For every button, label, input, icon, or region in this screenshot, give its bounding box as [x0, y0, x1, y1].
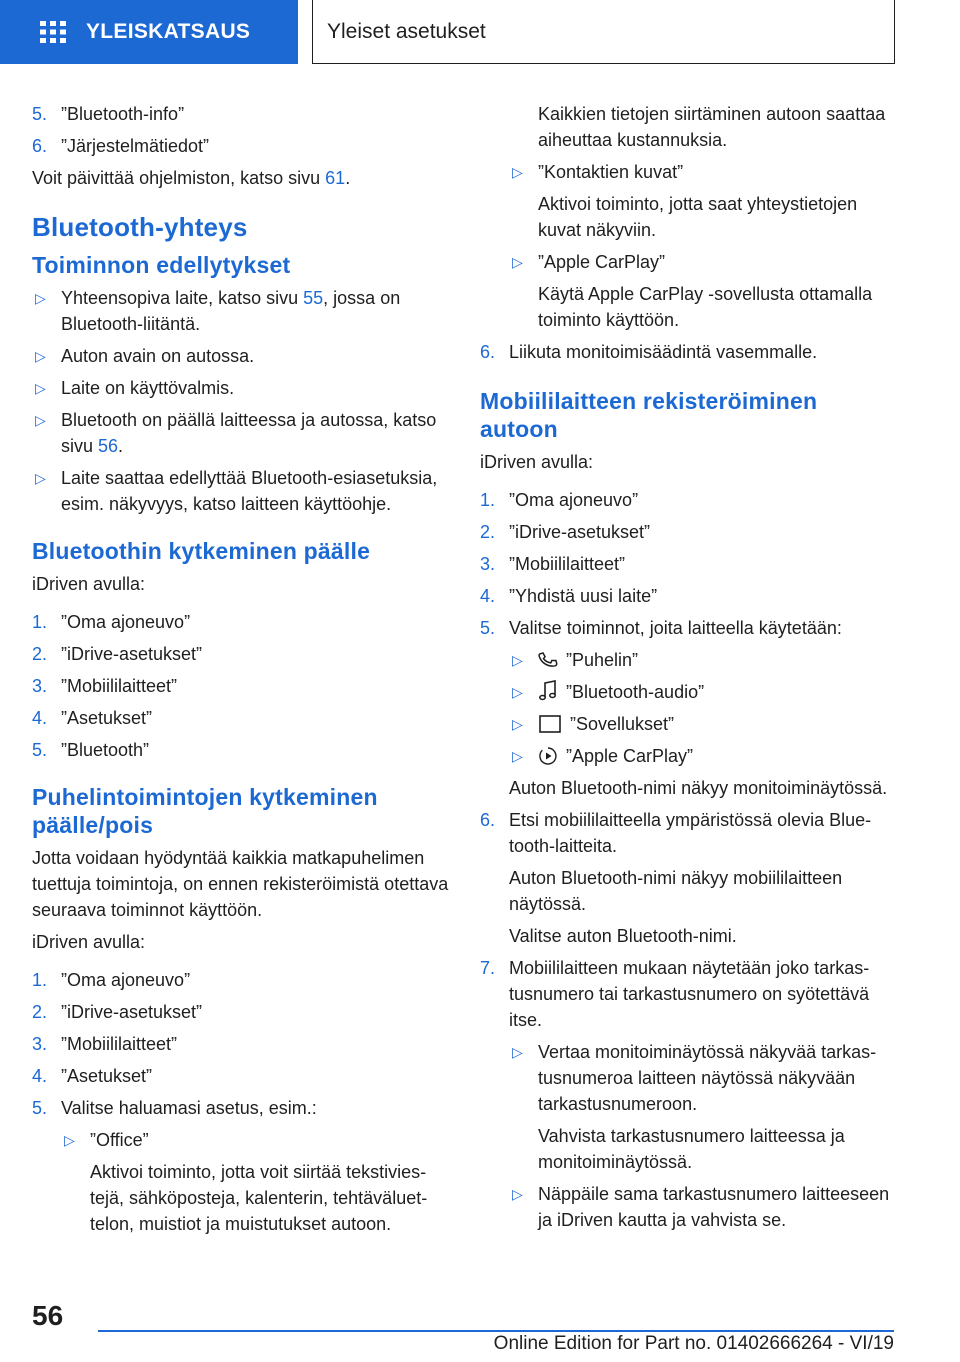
list-item	[32, 1031, 450, 1057]
cost-note: Kaikkien tietojen siirtäminen autoon saattaa aiheuttaa kustannuksia.	[538, 104, 886, 150]
item-number: 5.	[32, 740, 48, 760]
item-text: ”Asetukset”	[61, 708, 153, 728]
item-text: ”Office”	[90, 1130, 149, 1150]
item-number: 2.	[32, 1002, 48, 1022]
item-text: ”Mobiililaitteet”	[61, 1034, 178, 1054]
item-number: 7.	[480, 958, 496, 978]
heading-prerequisites: Toiminnon edellytykset	[32, 252, 291, 278]
item-text: ”Oma ajoneuvo”	[509, 490, 639, 510]
confirm-note: Vahvista tarkastusnumero laitteessa ja monitoiminäytössä.	[538, 1126, 845, 1172]
triangle-bullet-icon: ▷	[35, 380, 46, 396]
triangle-bullet-icon: ▷	[35, 470, 46, 486]
list-item	[480, 583, 898, 609]
select-name-note: Valitse auton Bluetooth-nimi.	[509, 926, 737, 946]
apps-square-icon	[538, 714, 562, 734]
item-text: ”Oma ajoneuvo”	[61, 970, 191, 990]
left-column	[32, 101, 450, 1243]
list-item	[480, 615, 898, 641]
list-item	[32, 465, 450, 517]
triangle-bullet-icon: ▷	[35, 348, 46, 364]
item-text: Laite on käyttövalmis.	[61, 378, 235, 398]
idrive-label: iDriven avulla:	[480, 452, 594, 472]
item-text: Mobiililaitteen mukaan näytetään joko tarkastusnumero tai tarkastusnumero on syötettävä itse.	[509, 958, 870, 1030]
triangle-bullet-icon: ▷	[64, 1132, 75, 1148]
item-text: Yhteensopiva laite, katso sivu	[61, 288, 304, 308]
list-item	[509, 711, 898, 737]
list-item	[32, 343, 450, 369]
triangle-bullet-icon: ▷	[512, 254, 523, 270]
item-text: ”Bluetooth-info”	[61, 104, 185, 124]
item-text: Liikuta monitoimisäädintä vasemmalle.	[509, 342, 818, 362]
right-column	[480, 101, 898, 1239]
item-number: 5.	[480, 618, 496, 638]
item-text: ”iDrive-asetukset”	[61, 644, 203, 664]
item-number: 2.	[480, 522, 496, 542]
item-text: ”Puhelin”	[566, 650, 639, 670]
list-item	[480, 339, 898, 365]
item-text: Auton avain on autossa.	[61, 346, 255, 366]
list-item	[480, 807, 898, 859]
item-text: , jossa on Bluetooth-liitäntä.	[61, 288, 401, 334]
bt-name-device-note: Auton Bluetooth-nimi näkyy mobiililaitteen näytössä.	[509, 868, 843, 914]
item-text: ”Yhdistä uusi laite”	[509, 586, 658, 606]
breadcrumb-label: Yleiset asetukset	[327, 19, 486, 43]
list-item	[32, 673, 450, 699]
item-text: ”Kontaktien kuvat”	[538, 162, 684, 182]
item-text: Valitse haluamasi asetus, esim.:	[61, 1098, 317, 1118]
triangle-bullet-icon: ▷	[512, 164, 523, 180]
list-item	[32, 967, 450, 993]
heading-bluetooth-connection: Bluetooth-yhteys	[32, 212, 248, 242]
breadcrumb[interactable]	[312, 0, 895, 64]
item-number: 5.	[32, 1098, 48, 1118]
list-item	[480, 487, 898, 513]
item-text: ”Apple CarPlay”	[566, 746, 694, 766]
item-number: 6.	[480, 342, 496, 362]
overview-tab[interactable]	[0, 0, 298, 64]
carplay-description: Käytä Apple CarPlay -sovellusta ottamalla toiminto käyttöön.	[538, 284, 873, 330]
item-text: .	[118, 436, 124, 456]
list-item	[61, 1127, 450, 1153]
item-number: 3.	[32, 676, 48, 696]
list-item	[480, 519, 898, 545]
list-item	[32, 705, 450, 731]
list-item	[32, 407, 450, 459]
item-text: ”Mobiililaitteet”	[509, 554, 626, 574]
list-item	[32, 999, 450, 1025]
triangle-bullet-icon: ▷	[512, 652, 523, 668]
item-number: 3.	[32, 1034, 48, 1054]
item-number: 3.	[480, 554, 496, 574]
triangle-bullet-icon: ▷	[512, 748, 523, 764]
bt-name-monitor-note: Auton Bluetooth-nimi näkyy monitoiminäytössä.	[509, 778, 888, 798]
update-text: Voit päivittää ohjelmiston, katso sivu	[32, 168, 326, 188]
list-item	[480, 551, 898, 577]
update-paragraph	[32, 165, 450, 191]
item-number: 1.	[32, 612, 48, 632]
triangle-bullet-icon: ▷	[512, 716, 523, 732]
item-text: ”Oma ajoneuvo”	[61, 612, 191, 632]
item-number: 6.	[480, 810, 496, 830]
item-number: 6.	[32, 136, 48, 156]
item-text: Bluetooth on päällä laitteessa ja autossa, katso sivu	[61, 410, 437, 456]
triangle-bullet-icon: ▷	[512, 684, 523, 700]
item-text: Valitse toiminnot, joita laitteella käytetään:	[509, 618, 842, 638]
list-item	[32, 1095, 450, 1121]
item-number: 2.	[32, 644, 48, 664]
list-item	[509, 249, 898, 275]
item-text: ”iDrive-asetukset”	[61, 1002, 203, 1022]
item-text: ”Mobiililaitteet”	[61, 676, 178, 696]
grid-icon	[40, 21, 66, 43]
item-text: ”Apple CarPlay”	[538, 252, 666, 272]
list-item	[480, 955, 898, 1033]
phone-icon	[538, 650, 558, 670]
idrive-label: iDriven avulla:	[32, 932, 146, 952]
page-number: 56	[32, 1300, 64, 1331]
list-item	[32, 101, 450, 127]
heading-register-device: Mobiililaitteen rekisteröiminen autoon	[480, 388, 818, 442]
heading-phone-functions: Puhelintoimintojen kytkeminen päälle/pois	[32, 784, 378, 838]
list-item	[509, 647, 898, 673]
item-text: Näppäile sama tarkastusnumero laitteeseen ja iDriven kautta ja vahvista se.	[538, 1184, 890, 1230]
list-item	[32, 641, 450, 667]
triangle-bullet-icon: ▷	[512, 1186, 523, 1202]
list-item	[32, 609, 450, 635]
item-number: 4.	[480, 586, 496, 606]
item-text: Vertaa monitoiminäytössä näkyvää tarkastusnumeroa laitteen näytössä näkyvään tarkastusnumeroon.	[538, 1042, 877, 1114]
item-text: ”Sovellukset”	[570, 714, 675, 734]
overview-tab-label: YLEISKATSAUS	[86, 20, 251, 43]
item-text: ”Bluetooth-audio”	[566, 682, 705, 702]
list-item	[509, 159, 898, 185]
list-item	[32, 1063, 450, 1089]
item-text: ”iDrive-asetukset”	[509, 522, 651, 542]
edition-info: Online Edition for Part no. 01402666264 - VI/19	[493, 1333, 894, 1354]
footer-divider	[98, 1330, 894, 1332]
item-text: Etsi mobiililaitteella ympäristössä olevia Bluetooth-laitteita.	[509, 810, 872, 856]
list-item	[32, 285, 450, 337]
item-number: 1.	[32, 970, 48, 990]
update-text-end: .	[345, 168, 351, 188]
heading-enable-bluetooth: Bluetoothin kytkeminen päälle	[32, 538, 371, 564]
item-number: 4.	[32, 1066, 48, 1086]
music-note-icon	[538, 680, 558, 702]
page-link-61[interactable]: 61	[325, 168, 346, 188]
item-number: 1.	[480, 490, 496, 510]
list-item	[32, 375, 450, 401]
list-item	[509, 1039, 898, 1117]
item-text: ”Bluetooth”	[61, 740, 150, 760]
list-item	[509, 1181, 898, 1233]
office-description: Aktivoi toiminto, jotta voit siirtää tekstiviestejä, sähköposteja, kalenterin, tehtäväluettelon, muistiot ja muistutukset autoon.	[90, 1162, 428, 1234]
triangle-bullet-icon: ▷	[512, 1044, 523, 1060]
item-text: ”Asetukset”	[61, 1066, 153, 1086]
list-item	[32, 133, 450, 159]
list-item	[509, 743, 898, 769]
page-link-55[interactable]: 55	[303, 288, 324, 308]
carplay-play-icon	[538, 746, 558, 766]
triangle-bullet-icon: ▷	[35, 412, 46, 428]
item-number: 5.	[32, 104, 48, 124]
item-text: ”Järjestelmätiedot”	[61, 136, 210, 156]
list-item	[32, 737, 450, 763]
page-link-56[interactable]: 56	[98, 436, 119, 456]
item-text: Laite saattaa edellyttää Bluetooth-esiasetuksia, esim. näkyvyys, katso laitteen käyttöohje.	[61, 468, 438, 514]
list-item	[509, 679, 898, 705]
phone-functions-paragraph: Jotta voidaan hyödyntää kaikkia matkapuhelimen tuettuja toimintoja, on ennen rekisteröimistä otettava seuraava toiminnot käyttöön.	[32, 848, 449, 920]
idrive-label: iDriven avulla:	[32, 574, 146, 594]
item-number: 4.	[32, 708, 48, 728]
triangle-bullet-icon: ▷	[35, 290, 46, 306]
contacts-description: Aktivoi toiminto, jotta saat yhteystietojen kuvat näkyviin.	[538, 194, 858, 240]
